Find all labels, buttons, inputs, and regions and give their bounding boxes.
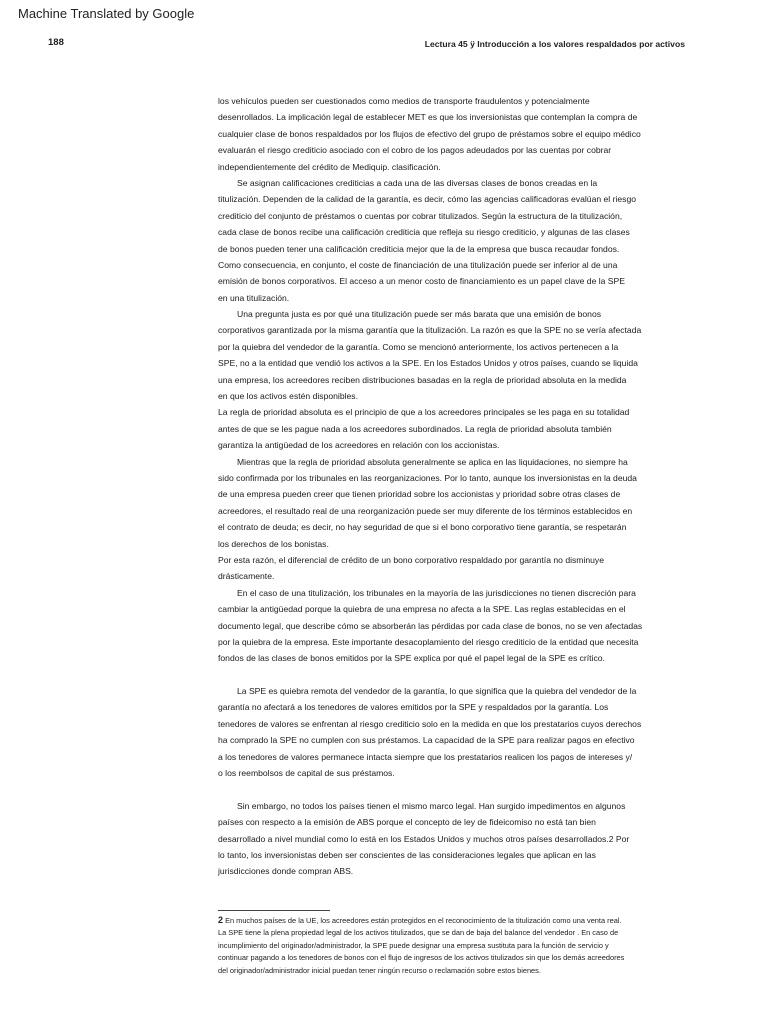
paragraph xyxy=(218,683,660,781)
text-line: evaluarán el riesgo crediticio asociado con el cobro de los pagos adeudados por las cuentas por cobrar xyxy=(218,145,612,156)
footnote-marker: 2 xyxy=(218,915,224,925)
paragraph-spacer xyxy=(218,667,660,683)
text-line: en una titulización. xyxy=(218,292,290,303)
paragraph xyxy=(218,175,660,306)
paragraph xyxy=(218,552,660,585)
text-line: jurisdicciones donde compran ABS. xyxy=(218,866,354,877)
text-line: países con respecto a la emisión de ABS porque el concepto de ley de fideicomiso no está tan bien xyxy=(218,817,596,828)
paragraph xyxy=(218,306,660,404)
text-line: por la quiebra de la empresa. Este importante desacoplamiento del riesgo crediticio de la entidad que necesita xyxy=(218,636,639,647)
text-line: los vehículos pueden ser cuestionados como medios de transporte fraudulentos y potencialmente xyxy=(218,96,590,106)
text-line: el contrato de deuda; es decir, no hay seguridad de que si el bono corporativo tiene garantía, se respetarán xyxy=(218,522,627,533)
text-line: emisión de bonos corporativos. El acceso a un menor costo de financiamiento es un papel clave de la SPE xyxy=(218,276,626,287)
text-line: Mientras que la regla de prioridad absoluta generalmente se aplica en las liquidaciones, no siempre ha xyxy=(237,456,628,467)
text-line: desenrollados. La implicación legal de establecer MET es que los inversionistas que contemplan la compra de xyxy=(218,112,638,123)
footnote-line: incumplimiento del originador/administrador, la SPE puede designar una empresa sustituta para la función de servicio y xyxy=(218,940,609,950)
footnote xyxy=(218,914,670,978)
text-line: fondos de las clases de bonos emitidos por la SPE explica por qué el papel legal de la SPE es crítico. xyxy=(218,653,605,664)
text-line: En el caso de una titulización, los tribunales en la mayoría de las jurisdicciones no tienen discreción para xyxy=(237,587,636,598)
text-line: garantía no afectará a los tenedores de valores emitidos por la SPE y respaldados por la garantía. Los xyxy=(218,702,609,713)
text-line: cada clase de bonos recibe una calificación crediticia que refleja su riesgo crediticio, y algunas de las clases xyxy=(218,227,630,238)
text-line: crediticio del conjunto de préstamos o cuentas por cobrar titulizados. Según la estructura de la titulización, xyxy=(218,210,623,221)
text-line: los derechos de los bonistas. xyxy=(218,538,329,549)
text-line: en que los activos estén disponibles. xyxy=(218,391,358,402)
text-line: garantiza la antigüedad de los acreedores en relación con los accionistas. xyxy=(218,440,500,451)
text-line: La SPE es quiebra remota del vendedor de la garantía, lo que significa que la quiebra del vendedor de la xyxy=(237,686,637,697)
footnote-divider xyxy=(218,910,330,911)
body-text xyxy=(218,93,660,880)
translation-banner: Machine Translated by Google xyxy=(18,6,195,21)
paragraph xyxy=(218,454,660,552)
text-line: o los reembolsos de capital de sus préstamos. xyxy=(218,768,395,779)
footnote-line: del originador/administrador inicial puedan tener ningún recurso o reclamación sobre estos bienes. xyxy=(218,966,541,976)
text-line: drásticamente. xyxy=(218,571,275,582)
text-line: cualquier clase de bonos respaldados por los flujos de efectivo del grupo de préstamos sobre el equipo médico xyxy=(218,128,641,139)
text-line: antes de que se les pague nada a los acreedores subordinados. La regla de prioridad absoluta también xyxy=(218,423,612,434)
text-line: Por esta razón, el diferencial de crédito de un bono corporativo respaldado por garantía no disminuye xyxy=(218,554,605,565)
text-line: a los tenedores de valores permanece intacta siempre que los prestatarios realicen los pagos de intereses y/ xyxy=(218,751,633,762)
paragraph xyxy=(218,585,660,667)
text-line: ha comprado la SPE no cumplen con sus préstamos. La capacidad de la SPE para realizar pagos en efectivo xyxy=(218,735,635,746)
text-line: documento legal, que describe cómo se absorberán las pérdidas por cada clase de bonos, no se ven afectadas xyxy=(218,620,643,631)
footnote-text: En muchos países de la UE, los acreedores están protegidos en el reconocimiento de la titulización como una venta real. xyxy=(223,916,622,925)
paragraph xyxy=(218,798,660,880)
text-line: cambiar la antigüedad porque la quiebra de una empresa no afecta a la SPE. Las reglas establecidas en el xyxy=(218,604,626,615)
text-line: Sin embargo, no todos los países tienen el mismo marco legal. Han surgido impedimentos en algunos xyxy=(237,800,626,811)
text-line: corporativos garantizada por la misma garantía que la titulización. La razón es que la SPE no se vería afectada xyxy=(218,325,642,336)
paragraph-spacer xyxy=(218,781,660,797)
text-line: Una pregunta justa es por qué una titulización puede ser más barata que una emisión de bonos xyxy=(237,309,602,320)
text-line: independientemente del crédito de Mediquip. clasificación. xyxy=(218,161,441,172)
page-number: 188 xyxy=(48,37,64,48)
text-line: lo tanto, los inversionistas deben ser conscientes de las consideraciones legales que aplican en las xyxy=(218,849,596,860)
footnote-line xyxy=(218,914,670,927)
paragraph xyxy=(218,404,660,453)
text-line: de bonos pueden tener una calificación crediticia mejor que la de la empresa que busca recaudar fondos. xyxy=(218,243,620,254)
text-line: de una empresa pueden creer que tienen prioridad sobre los accionistas y prioridad sobre otras clases de xyxy=(218,489,621,500)
footnote-line: continuar pagando a los tenedores de bonos con el flujo de ingresos de los activos titulizados sin que los demás acreedores xyxy=(218,953,625,963)
footnote-line: La SPE tiene la plena propiedad legal de los activos titulizados, que se dan de baja del balance del vendedor . En caso de xyxy=(218,927,619,937)
running-title: Lectura 45 ÿ Introducción a los valores respaldados por activos xyxy=(424,39,685,49)
text-line: SPE, no a la entidad que vendió los activos a la SPE. En los Estados Unidos y otros países, cuando se liquida xyxy=(218,358,638,369)
text-line: por la quiebra del vendedor de la garantía. Como se mencionó anteriormente, los activos pertenecen a la xyxy=(218,341,619,352)
text-line: sido confirmada por los tribunales en las reorganizaciones. Por lo tanto, aunque los inversionistas en la deuda xyxy=(218,472,637,483)
text-line: acreedores, el resultado real de una reorganización puede ser muy diferente de los términos establecidos en xyxy=(218,505,633,516)
text-line: desarrollado a nivel mundial como lo está en los Estados Unidos y muchos otros países desarrollados.2 Por xyxy=(218,833,630,844)
text-line: Como consecuencia, en conjunto, el coste de financiación de una titulización puede ser inferior al de una xyxy=(218,259,618,270)
text-line: titulización. Dependen de la calidad de la garantía, es decir, cómo las agencias calificadoras evalúan el riesgo xyxy=(218,194,637,205)
paragraph xyxy=(218,93,660,175)
text-line: La regla de prioridad absoluta es el principio de que a los acreedores principales se les paga en su totalidad xyxy=(218,407,630,418)
text-line: tenedores de valores se enfrentan al riesgo crediticio solo en la medida en que los prestatarios cuyos derechos xyxy=(218,718,642,729)
text-line: una empresa, los acreedores reciben distribuciones basadas en la regla de prioridad absoluta en la medida xyxy=(218,374,627,385)
text-line: Se asignan calificaciones crediticias a cada una de las diversas clases de bonos creadas en la xyxy=(237,177,598,188)
